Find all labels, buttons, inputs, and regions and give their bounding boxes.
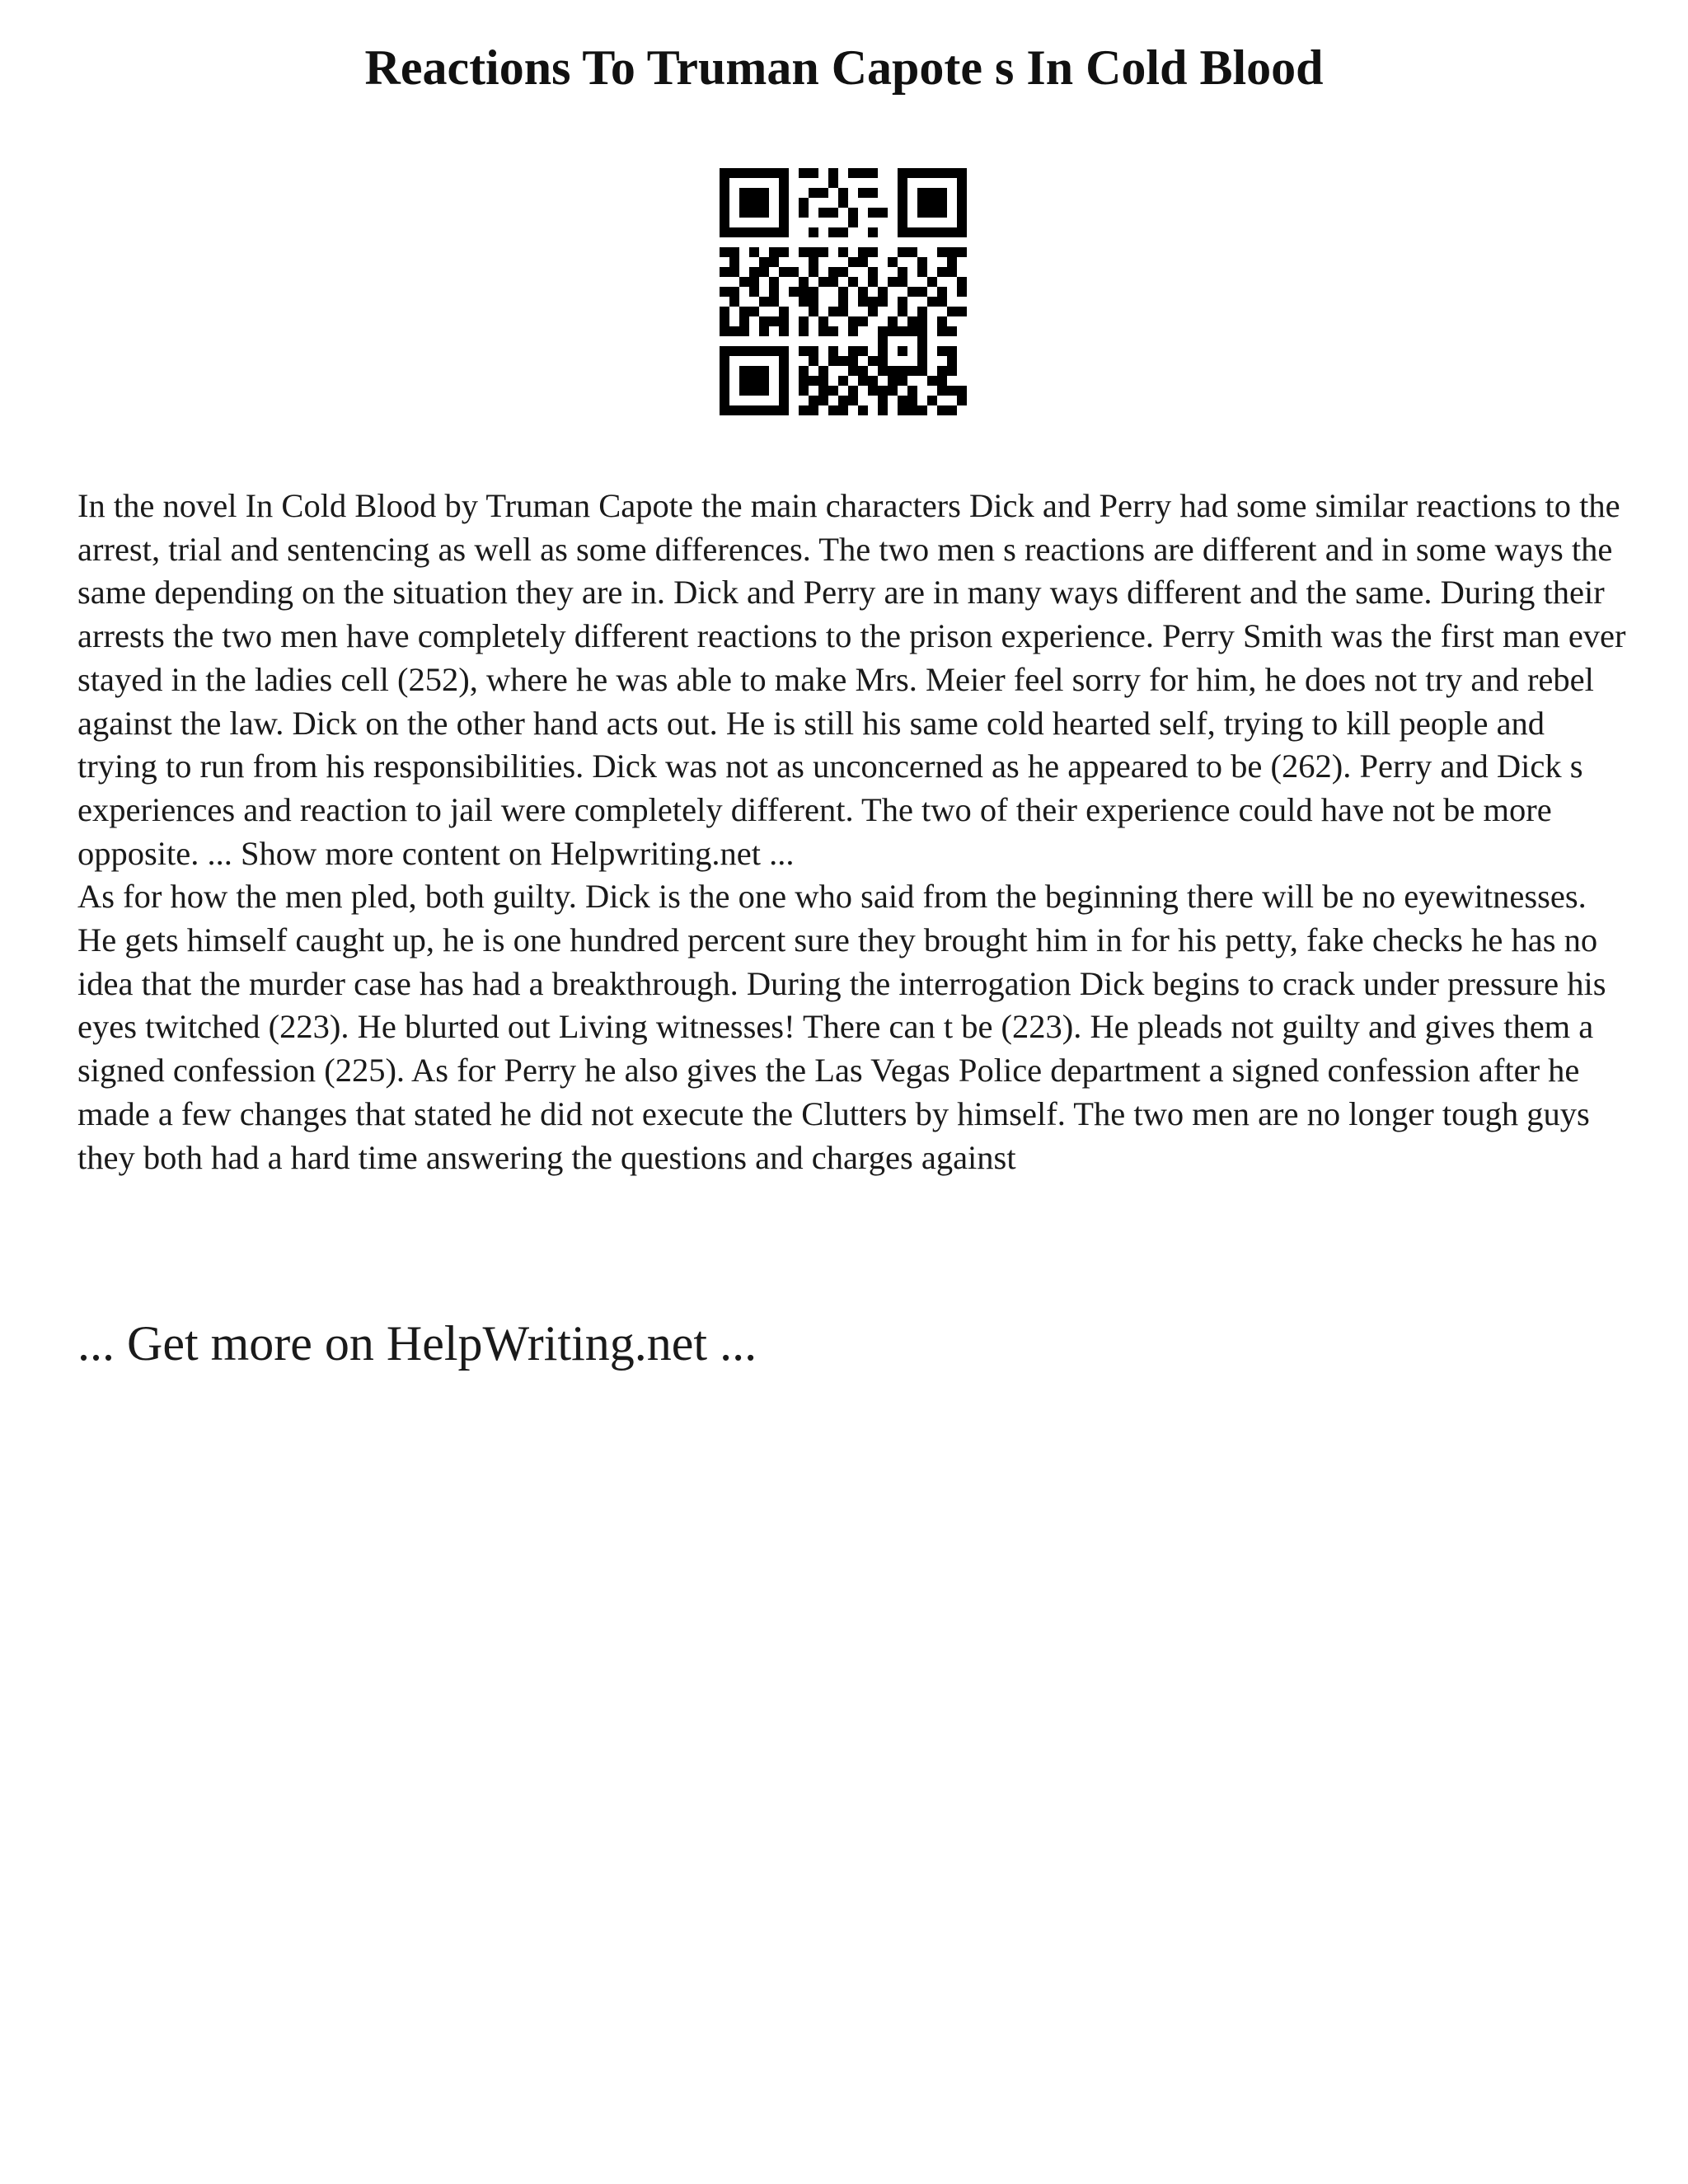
qr-code-icon [720, 168, 967, 415]
document-title: Reactions To Truman Capote s In Cold Blood [364, 40, 1324, 95]
get-more-link[interactable]: ... Get more on HelpWriting.net ... [77, 1316, 757, 1371]
document-body [77, 485, 1627, 1179]
body-paragraph-1: In the novel In Cold Blood by Truman Capote the main characters Dick and Perry had some similar reactions to the arrest, trial and sentencing as well as some differences. The two men s reactions are different and in some ways the same depending on the situation they are in. Dick and Perry are in many ways different and the same. During their arrests the two men have completely different reactions to the prison experience. Perry Smith was the first man ever stayed in the ladies cell (252), where he was able to make Mrs. Meier feel sorry for him, he does not try and rebel against the law. Dick on the other hand acts out. He is still his same cold hearted self, trying to kill people and trying to run from his responsibilities. Dick was not as unconcerned as he appeared to be (262). Perry and Dick s experiences and reaction to jail were completely different. The two of their experience could have not be more opposite. ... Show more content on Helpwriting.net ... [77, 487, 1626, 872]
body-paragraph-2: As for how the men pled, both guilty. Dick is the one who said from the beginning there will be no eyewitnesses. He gets himself caught up, he is one hundred percent sure they brought him in for his petty, fake checks he has no idea that the murder case has had a breakthrough. During the interrogation Dick begins to crack under pressure his eyes twitched (223). He blurted out Living witnesses! There can t be (223). He pleads not guilty and gives them a signed confession (225). As for Perry he also gives the Las Vegas Police department a signed confession after he made a few changes that stated he did not execute the Clutters by himself. The two men are no longer tough guys they both had a hard time answering the questions and charges against [77, 878, 1606, 1176]
